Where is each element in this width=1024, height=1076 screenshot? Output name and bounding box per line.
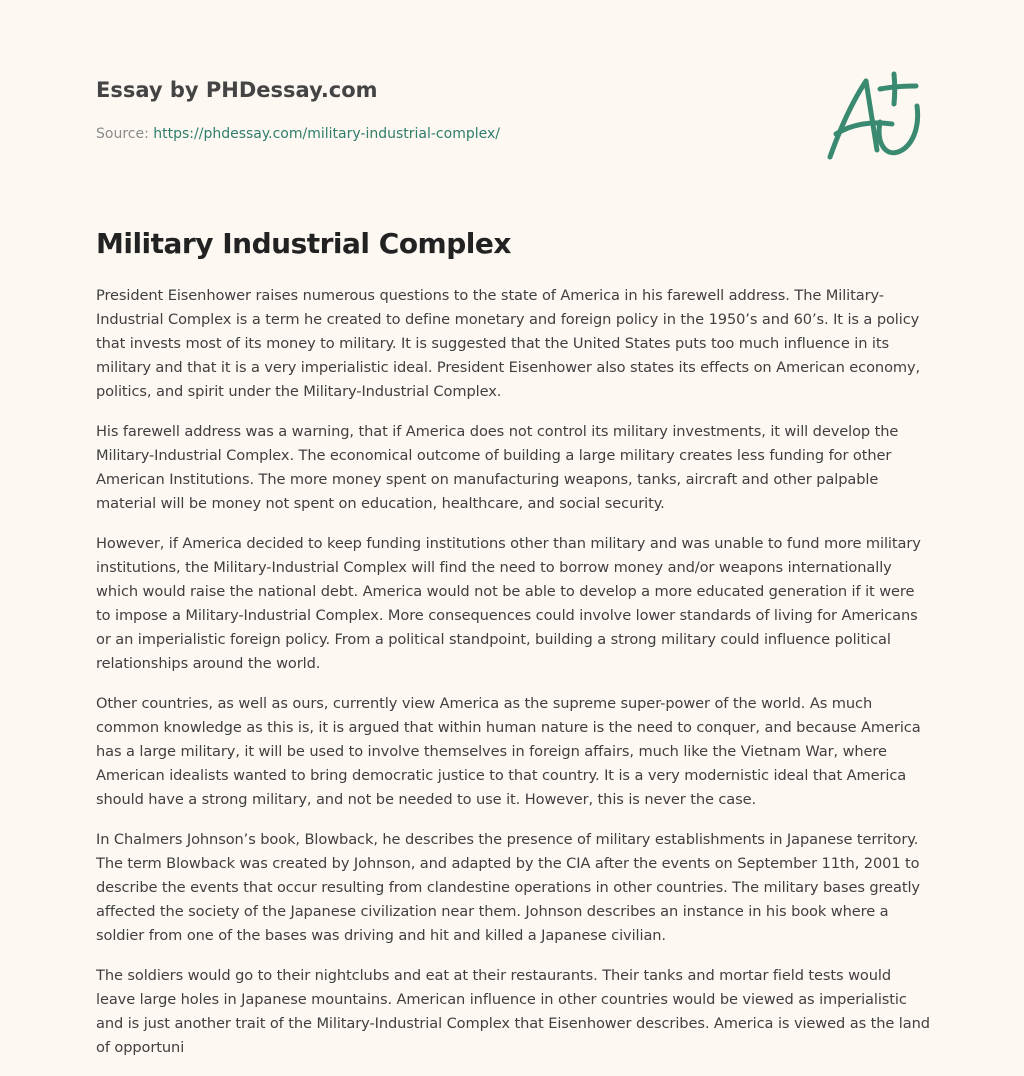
essay-paragraph: However, if America decided to keep funding institutions other than military and was unable to fund more military institutions, the Military-Industrial Complex will find the need to borrow money and/or weapons internationally which would raise the national debt. America would not be able to develop a more educated generation if it were to impose a Military-Industrial Complex. More consequences could involve lower standards of living for Americans or an imperialistic foreign policy. From a political standpoint, building a strong military could influence political relationships around the world. <box>96 535 921 672</box>
source-label: Source: <box>96 126 149 142</box>
a-plus-grade-icon <box>818 64 930 168</box>
essay-paragraph: The soldiers would go to their nightclubs and eat at their restaurants. Their tanks and mortar field tests would leave large holes in Japanese mountains. American influence in other countries would be viewed as imperialistic and is just another trait of the Military-Industrial Complex that Eisenhower describes. America is viewed as the land of opportuni <box>96 967 930 1056</box>
essay-header <box>96 76 656 144</box>
essay-body <box>96 284 930 1076</box>
essay-paragraph: Other countries, as well as ours, currently view America as the supreme super-power of the world. As much common knowledge as this is, it is argued that within human nature is the need to conquer, and because America has a large military, it will be used to involve themselves in foreign affairs, much like the Vietnam War, where American idealists wanted to bring democratic justice to that country. It is a very modernistic ideal that America should have a strong military, and not be needed to use it. However, this is never the case. <box>96 695 921 808</box>
essay-title: Military Industrial Complex <box>96 227 511 260</box>
essay-paragraph: In Chalmers Johnson’s book, Blowback, he describes the presence of military establishments in Japanese territory. The term Blowback was created by Johnson, and adapted by the CIA after the events on September 11th, 2001 to describe the events that occur resulting from clandestine operations in other countries. The military bases greatly affected the society of the Japanese civilization near them. Johnson describes an instance in his book where a soldier from one of the bases was driving and hit and killed a Japanese civilian. <box>96 831 920 944</box>
essay-paragraph: His farewell address was a warning, that if America does not control its military investments, it will develop the Military-Industrial Complex. The economical outcome of building a large military creates less funding for other American Institutions. The more money spent on manufacturing weapons, tanks, aircraft and other palpable material will be money not spent on education, healthcare, and social security. <box>96 423 899 512</box>
essay-paragraph: President Eisenhower raises numerous questions to the state of America in his farewell address. The Military-Industrial Complex is a term he created to define monetary and foreign policy in the 1950’s and 60’s. It is a policy that invests most of its money to military. It is suggested that the United States puts too much influence in its military and that it is a very imperialistic ideal. President Eisenhower also states its effects on American economy, politics, and spirit under the Military-Industrial Complex. <box>96 287 921 400</box>
source-line <box>96 124 656 144</box>
source-link[interactable]: https://phdessay.com/military-industrial-complex/ <box>153 126 500 142</box>
site-brand: Essay by PHDessay.com <box>96 78 378 102</box>
